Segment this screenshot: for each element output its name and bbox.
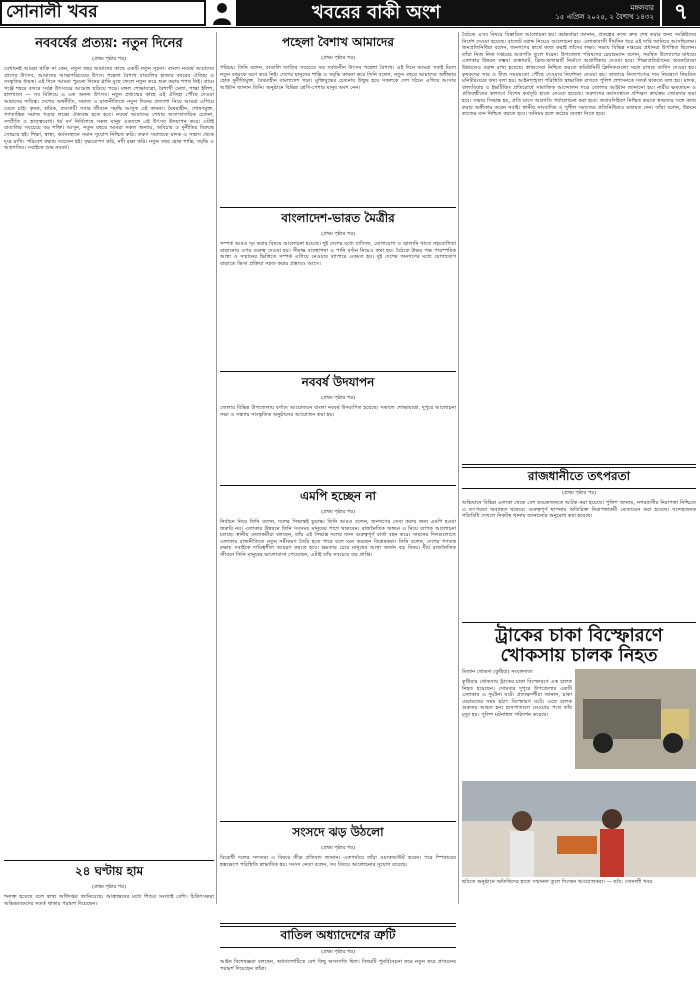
event-image <box>462 781 696 877</box>
headline: সংসদে ঝড় উঠলো <box>292 825 384 839</box>
article-body: নির্বাচন নিয়ে তিনি বলেন, দলের সিদ্ধান্তই চূড়ান্ত। তিনি আরও বলেন, জনগণের সেবা করার জন্য এমপি হওয়া জরুরি নয়। এলাকার উন্নয়নে তিনি সবসময় মানুষের পাশে থাকবেন। রাজনৈতিক অঙ্গনে এ নিয়ে ব্যাপক আলোচনা চলছে। স্থানীয় নেতাকর্মীরা বলছেন, তাঁর এই সিদ্ধান্ত দলের জন্য গুরুত্বপূর্ণ বার্তা বহন করে। সামনের দিনগুলোতে এলাকার রাজনীতিতে নতুন সমীকরণ তৈরি হতে পারে বলে মনে করছেন বিশ্লেষকরা। তিনি বলেন, দেশের গণতন্ত্র রক্ষায় সবাইকে দায়িত্বশীল আচরণ করতে হবে। ক্ষমতার চেয়ে মানুষের আস্থা অর্জন বড় বিষয়। দীর্ঘ রাজনৈতিক জীবনে তিনি মানুষের ভালোবাসা পেয়েছেন, এটাই তাঁর সবচেয়ে বড় প্রাপ্তি। <box>220 519 456 558</box>
article-body: যেখানেই আমরা থাকি না কেন, নতুন বছর আমাদের কাছে একটি নতুন সূচনা। বাংলা নববর্ষ আমাদের প্রাণের উৎসব, আমাদের আত্মপরিচয়ের উৎস। পহেলা বৈশাখ বাঙালির হাজার বছরের ঐতিহ্য ও সংস্কৃতির ধারক। এই দিনে আমরা পুরনো দিনের গ্লানি মুছে ফেলে নতুন করে শুরু করার শপথ নিই। গ্রামে গঞ্জে শহরে বন্দরে সর্বত্র উৎসবের আমেজ ছড়িয়ে পড়ে। মঙ্গল শোভাযাত্রা, বৈশাখী মেলা, পান্তা ইলিশ, হালখাতা — সব মিলিয়ে এ এক অনন্য উৎসব। নতুন প্রজন্মের কাছে এই ঐতিহ্য পৌঁছে দেওয়া আমাদের দায়িত্ব। দেশের অর্থনীতি, সমাজ ও রাজনীতিতে নতুন দিনের প্রত্যাশা নিয়ে আমরা এগিয়ে যেতে চাই। কৃষক, শ্রমিক, ব্যবসায়ী সবার জীবনে সমৃদ্ধি আসুক এই কামনা। বৈষম্যহীন, শোষণমুক্ত, গণতান্ত্রিক সমাজ গড়ার লক্ষ্যে ঐক্যবদ্ধ হতে হবে। নববর্ষ আমাদের শেখায় অসাম্প্রদায়িক চেতনা, সম্প্রীতি ও ভ্রাতৃত্ববোধ। ধর্ম বর্ণ নির্বিশেষে সকল মানুষ একসঙ্গে এই উৎসব উদযাপন করে। এটাই বাঙালির সবচেয়ে বড় শক্তি। আসুন, নতুন বছরে আমরা সকল অন্যায়, অবিচার ও দুর্নীতির বিরুদ্ধে সোচ্চার হই। শিক্ষা, স্বাস্থ্য, কর্মসংস্থানে সমান সুযোগ নিশ্চিত করি। তরুণ সমাজকে মাদক ও সন্ত্রাস থেকে দূরে রাখি। পরিবেশ রক্ষায় সচেতন হই। বৃক্ষরোপণ করি, নদী রক্ষা করি। নতুন বছর হোক শান্তি, সমৃদ্ধি ও অগ্রগতির। সবাইকে শুভ নববর্ষ। <box>4 66 214 152</box>
truck-image <box>575 669 696 769</box>
event-photo <box>462 781 696 877</box>
section-banner <box>236 0 660 26</box>
date-block <box>555 4 654 22</box>
divider <box>462 464 696 465</box>
byline: মিজান খোকসা (কুষ্টিয়া) সংবাদদাতা <box>462 669 533 675</box>
column-2 <box>220 32 456 972</box>
column-3 <box>462 32 696 904</box>
article-body: কুষ্টিয়ার খোকসায় ট্রাকের চাকা বিস্ফোরণে এক চালক নিহত হয়েছেন। সোমবার দুপুরে উপজেলার একটি এলাকায় এ দুর্ঘটনা ঘটে। প্রত্যক্ষদর্শীরা জানান, চাকা মেরামতের সময় হঠাৎ বিস্ফোরণ ঘটে। এতে চালক গুরুতর আহত হন। হাসপাতালে নেওয়ার পথে তাঁর মৃত্যু হয়। পুলিশ ঘটনাস্থল পরিদর্শন করেছে। <box>462 679 572 718</box>
article-body: বিরোধী দলের সদস্যরা এ বিষয়ে তীব্র প্রতিবাদ জানান। একপর্যায়ে তাঁরা ওয়াকআউট করেন। পরে স্পিকারের হস্তক্ষেপে পরিস্থিতি স্বাভাবিক হয়। সংসদ নেতা বলেন, সব বিষয়ে আলোচনার সুযোগ রয়েছে। <box>220 855 456 868</box>
truck-article <box>462 669 696 775</box>
divider <box>220 371 456 372</box>
page-number: ৭ <box>660 0 700 26</box>
article-body: বৈঠকে এসব বিষয়ে বিস্তারিত আলোচনা হয়। কর্মকর্তারা জানান, প্রকল্পের কাজ দ্রুত শেষ করার জন্য সংশ্লিষ্টদের নির্দেশ দেওয়া হয়েছে। বাজেট বরাদ্দ নিয়েও আলোচনা হয়। এলাকাবাসী দীর্ঘদিন ধরে এই দাবি জানিয়ে আসছিলেন। জনপ্রতিনিধিরা বলেন, জনগণের স্বার্থে কাজ করাই তাঁদের লক্ষ্য। সভায় বিভিন্ন দপ্তরের প্রধানরা উপস্থিত ছিলেন। তাঁরা নিজ নিজ দপ্তরের অগ্রগতি তুলে ধরেন। উপজেলা পরিষদের চেয়ারম্যান বলেন, সমন্বিত উদ্যোগের মাধ্যমে এলাকার উন্নয়ন সম্ভব। রাস্তাঘাট, ব্রিজ-কালভার্ট নির্মাণে অগ্রাধিকার দেওয়া হবে। শিক্ষাপ্রতিষ্ঠানের অবকাঠামো উন্নয়নেও বরাদ্দ রাখা হয়েছে। স্বাস্থ্যসেবা নিশ্চিত করতে কমিউনিটি ক্লিনিকগুলো সচল রাখার তাগিদ দেওয়া হয়। কৃষকদের সার ও বীজ সময়মতো পৌঁছে দেওয়ার নির্দেশনা দেওয়া হয়। বাজারে নিত্যপণ্যের দাম নিয়ন্ত্রণে নিয়মিত মনিটরিংয়ের কথা বলা হয়। আইনশৃঙ্খলা পরিস্থিতি স্বাভাবিক রাখতে পুলিশ প্রশাসনকে সতর্ক থাকতে বলা হয়। মাদক, বাল্যবিবাহ ও ইভটিজিং প্রতিরোধে সামাজিক আন্দোলন গড়ে তোলার আহ্বান জানানো হয়। নারীর ক্ষমতায়ন ও প্রতিবন্ধীদের কল্যাণে বিশেষ কর্মসূচি হাতে নেওয়া হয়েছে। তরুণদের কর্মসংস্থানে প্রশিক্ষণ কার্যক্রম জোরদার করা হবে। সভায় সিদ্ধান্ত হয়, প্রতি মাসে অগ্রগতি পর্যালোচনা করা হবে। জবাবদিহিতা নিশ্চিত করতে স্বচ্ছতার সঙ্গে কাজ করার অঙ্গীকার করেন সবাই। স্থানীয় সাংবাদিক ও সুশীল সমাজের প্রতিনিধিরাও মতামত দেন। তাঁরা বলেন, উন্নয়ন কাজের মান নিশ্চিত করতে হবে। অনিয়ম হলে কঠোর ব্যবস্থা নিতে হবে। <box>462 32 696 118</box>
column-divider <box>216 32 217 904</box>
divider <box>220 821 456 822</box>
byline: (প্রথম পৃষ্ঠার পর) <box>321 949 355 955</box>
person-icon <box>208 0 236 26</box>
divider <box>220 923 456 924</box>
divider <box>220 485 456 486</box>
divider <box>462 622 696 623</box>
photo-caption: ছবিতে অনুষ্ঠানে অতিথিদের হাতে সম্মাননা তুলে দিচ্ছেন আয়োজকরা। — ছবি: সোনালী খবর <box>462 879 653 885</box>
headline: ট্রাকের চাকা বিস্ফোরণে খোকসায় চালক নিহত <box>495 625 663 666</box>
truck-article-text <box>462 669 572 775</box>
headline: বাংলাদেশ-ভারত মৈত্রীর <box>281 211 395 225</box>
article-body: শনাক্ত হয়েছে বলে স্বাস্থ্য অধিদপ্তর জানিয়েছে। আক্রান্তদের মধ্যে শিশুর সংখ্যাই বেশি। চিকিৎসকরা অভিভাবকদের সতর্ক থাকার পরামর্শ দিয়েছেন। <box>4 894 214 907</box>
byline: (প্রথম পৃষ্ঠার পর) <box>321 395 355 401</box>
headline: বাতিল অধ্যাদেশের ত্রুটি <box>220 926 456 948</box>
headline: নববর্ষের প্রত্যয়: নতুন দিনের <box>35 36 183 51</box>
headline: পহেলা বৈশাখ আমাদের <box>282 35 394 49</box>
divider <box>4 860 214 861</box>
column-divider <box>458 32 459 904</box>
masthead <box>0 0 700 26</box>
byline: (প্রথম পৃষ্ঠার পর) <box>92 56 126 62</box>
byline: (প্রথম পৃষ্ঠার পর) <box>321 845 355 851</box>
byline: (প্রথম পৃষ্ঠার পর) <box>321 55 355 61</box>
section-title: খবরের বাকী অংশ <box>312 1 441 23</box>
byline: (প্রথম পৃষ্ঠার পর) <box>92 884 126 890</box>
byline: (প্রথম পৃষ্ঠার পর) <box>562 490 596 496</box>
masthead-rule <box>0 27 700 28</box>
headline: ২৪ ঘণ্টায় হাম <box>74 864 144 878</box>
article-body: অভিযানে বিভিন্ন এলাকা থেকে বেশ কয়েকজনকে আটক করা হয়েছে। পুলিশ জানায়, নগরবাসীর নিরাপত্তা নিশ্চিতে এ তৎপরতা অব্যাহত থাকবে। গুরুত্বপূর্ণ স্থাপনায় অতিরিক্ত নিরাপত্তাকর্মী মোতায়েন করা হয়েছে। সন্দেহজনক গতিবিধি দেখলে নিকটস্থ থানায় জানানোর অনুরোধ করা হয়েছে। <box>462 500 696 520</box>
article-body: সম্পর্ক আরও দৃঢ় করার বিষয়ে আলোচনা হয়েছে। দুই দেশের মধ্যে বাণিজ্য, যোগাযোগ ও জ্বালানি খাতে সহযোগিতা বাড়ানোর ওপর গুরুত্ব দেওয়া হয়। সীমান্ত ব্যবস্থাপনা ও পানি বণ্টন নিয়েও কথা হয়। বৈঠকে উভয় পক্ষ পারস্পরিক আস্থা ও সম্মানের ভিত্তিতে সম্পর্ক এগিয়ে নেওয়ার ব্যাপারে একমত হয়। দুই দেশের জনগণের মধ্যে যোগাযোগ বাড়াতে ভিসা প্রক্রিয়া সহজ করার প্রস্তাবও আসে। <box>220 241 456 267</box>
divider <box>220 207 456 208</box>
article-body: আইন বিশেষজ্ঞরা বলছেন, অধ্যাদেশটিতে বেশ কিছু অসংগতি ছিল। বিষয়টি পুনর্বিবেচনা করে নতুন করে প্রণয়নের পরামর্শ দিয়েছেন তাঁরা। <box>220 959 456 972</box>
byline: (প্রথম পৃষ্ঠার পর) <box>321 509 355 515</box>
headline: এমপি হচ্ছেন না <box>299 489 377 503</box>
date-label: ১৫ এপ্রিল ২০২৫, ২ বৈশাখ ১৪৩২ <box>555 13 654 21</box>
column-1 <box>4 32 214 907</box>
truck-photo <box>575 669 696 769</box>
day-label: মঙ্গলবার <box>630 4 654 12</box>
newspaper-logo: সোনালী খবর <box>0 0 206 26</box>
article-body: জেলার বিভিন্ন উপজেলায় বর্ণাঢ্য আয়োজনে বাংলা নববর্ষ উদযাপিত হয়েছে। সকালে শোভাযাত্রা, দুপুরে আলোচনা সভা ও সন্ধ্যায় সাংস্কৃতিক অনুষ্ঠানের আয়োজন করা হয়। <box>220 405 456 418</box>
article-body: পরিচয়। তিনি বলেন, বাঙালি জাতির সবচেয়ে বড় সর্বজনীন উৎসব পহেলা বৈশাখ। এই দিনে আমরা সবাই মিলে নতুন বছরকে বরণ করে নিই। দেশের মানুষের শান্তি ও সমৃদ্ধি কামনা করে তিনি বলেন, নতুন বছরে আমাদের অঙ্গীকার হোক দুর্নীতিমুক্ত, বৈষম্যহীন বাংলাদেশ গড়া। মুক্তিযুদ্ধের চেতনায় উদ্বুদ্ধ হয়ে সকলকে দেশ গঠনে এগিয়ে আসার আহ্বান জানান তিনি। অনুষ্ঠানে বিভিন্ন শ্রেণি-পেশার মানুষ অংশ নেন। <box>220 65 456 91</box>
byline: (প্রথম পৃষ্ঠার পর) <box>321 231 355 237</box>
headline: রাজধানীতে তৎপরতা <box>462 467 696 489</box>
headline: নববর্ষ উদযাপন <box>301 375 375 389</box>
